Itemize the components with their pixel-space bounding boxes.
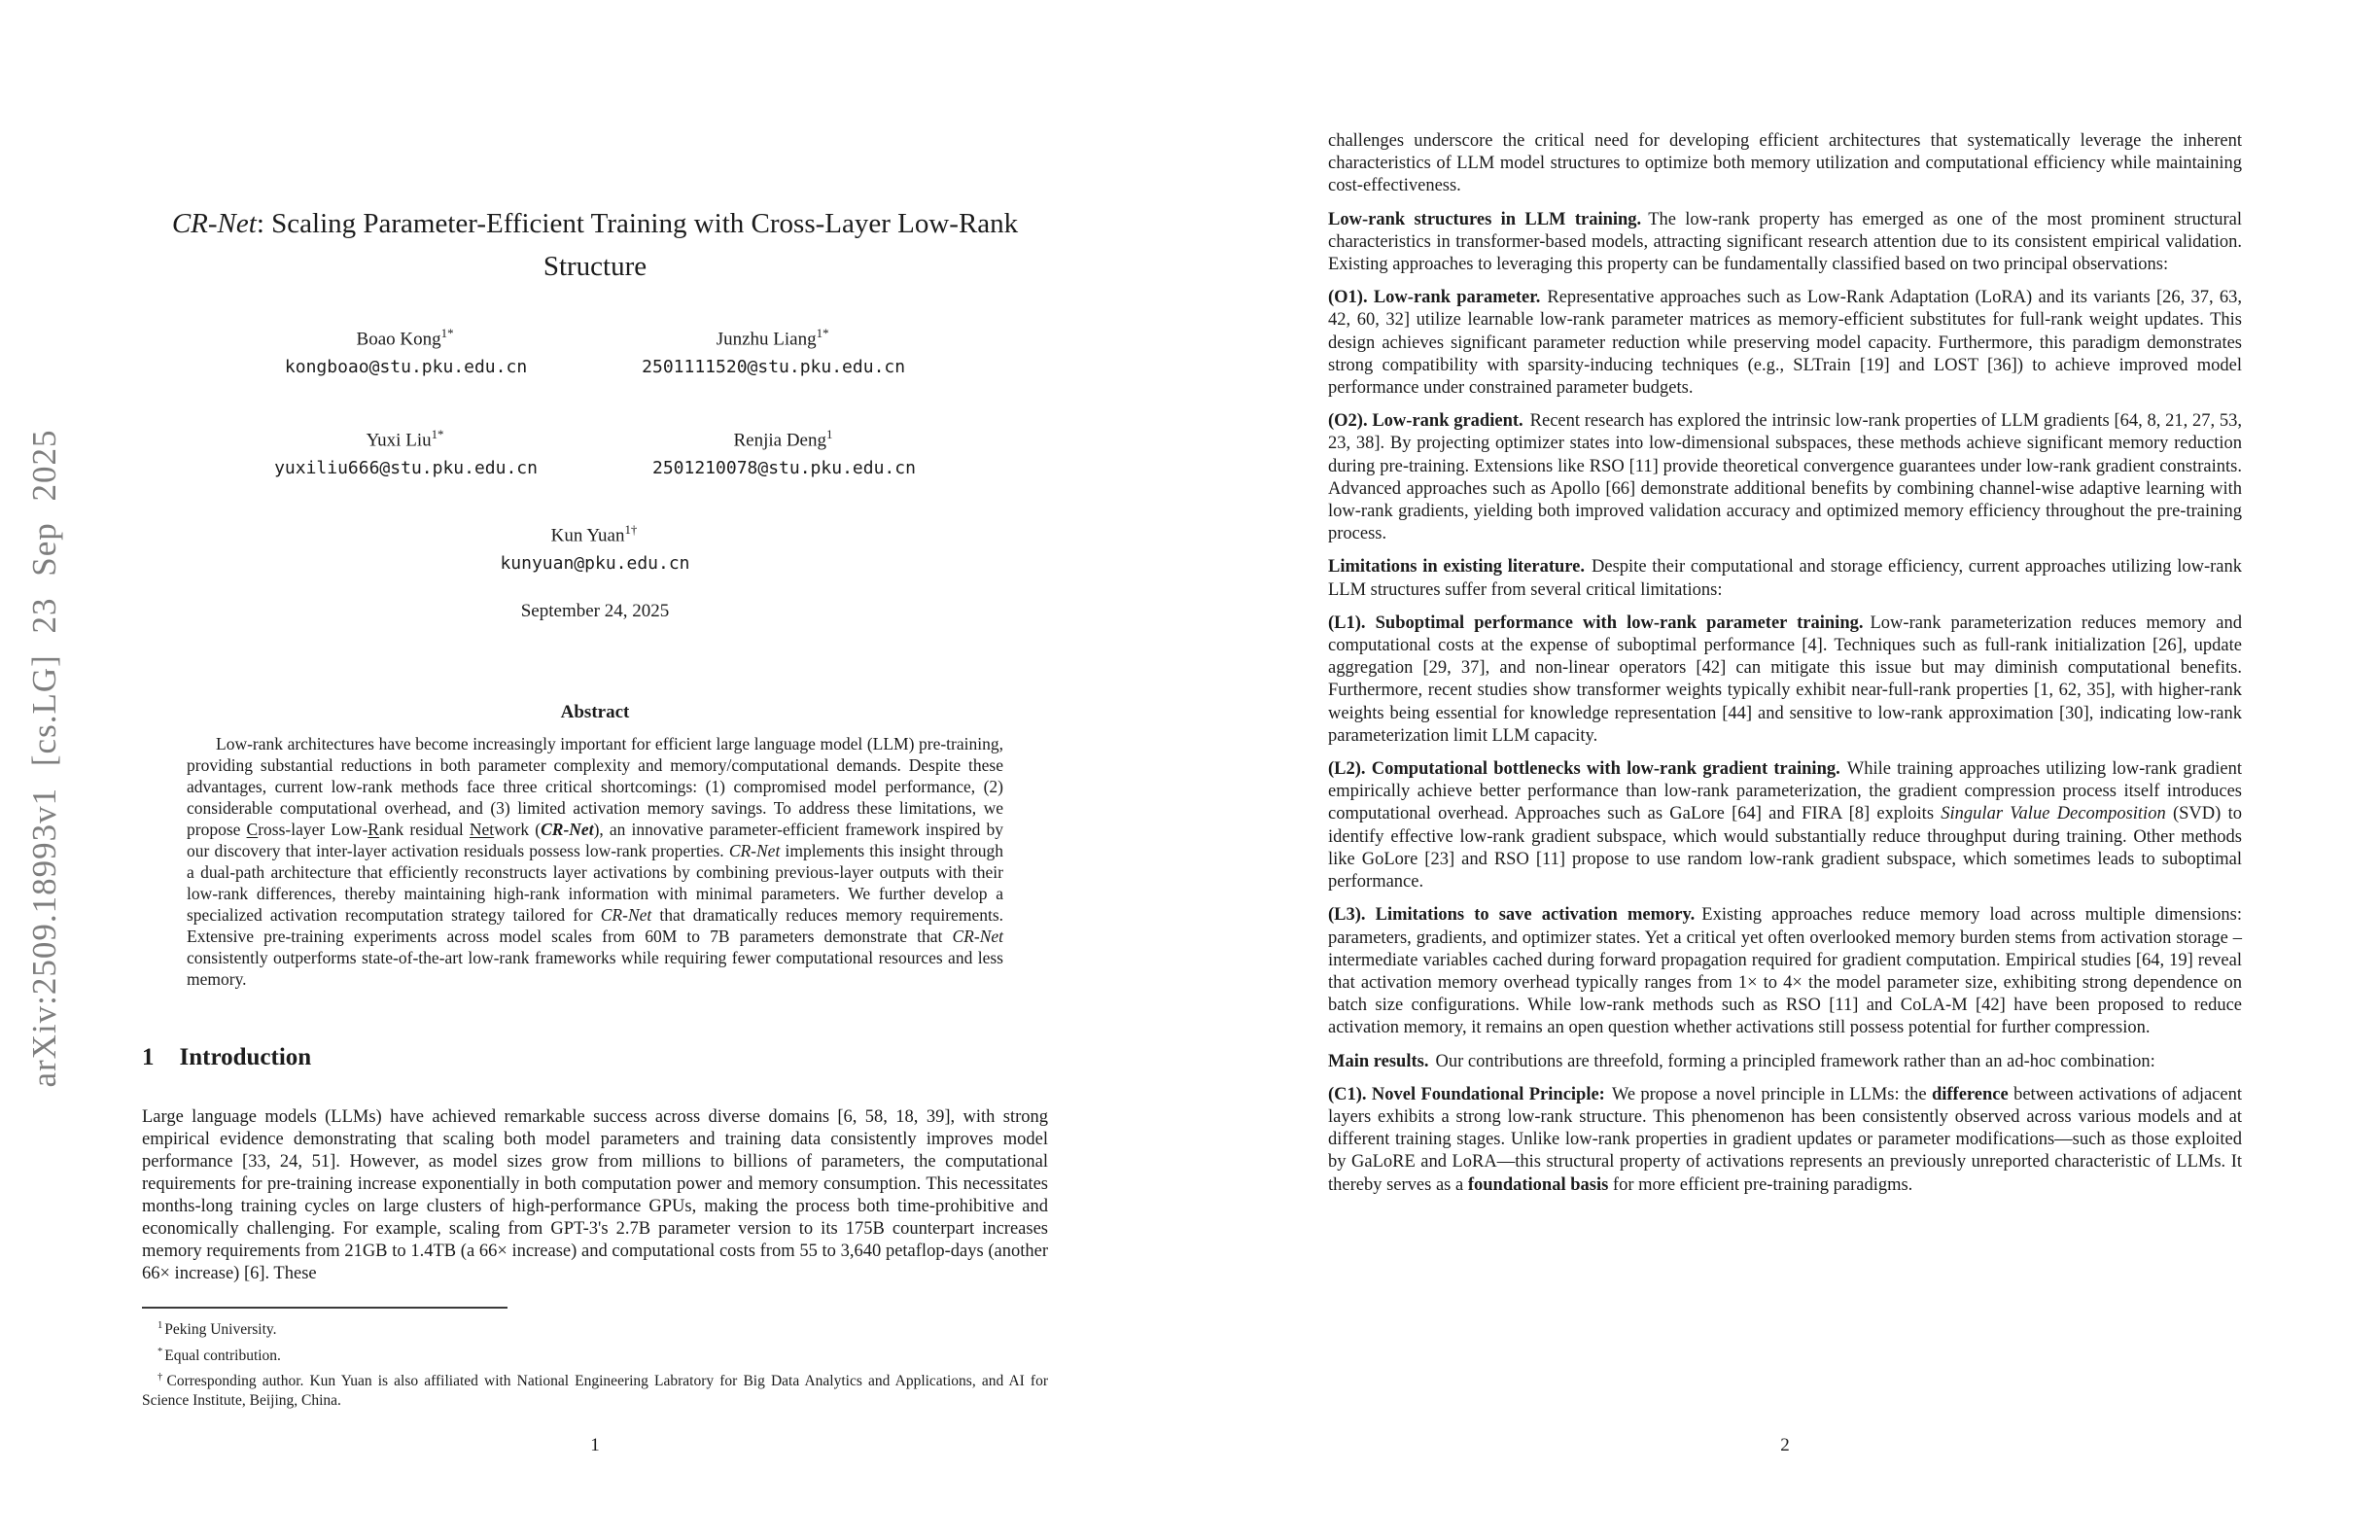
footnote-rule: [142, 1307, 508, 1309]
author-block: [642, 323, 905, 377]
author-name: [500, 519, 689, 546]
body-paragraph: (O2). Low-rank gradient. Recent research has explored the intrinsic low-rank properties of LLM gradients [64, 8, 21, 27, 53, 23, 38]. By projecting optimizer states into low-dimensional subspaces, these methods achieve significant memory reduction during pre-training. Extensions like RSO [11] provide theoretical convergence guarantees under low-rank gradient constraints. Advanced approaches such as Apollo [66] demonstrate additional benefits by combining channel-wise adaptive learning with low-rank gradients, yielding both improved validation accuracy and optimized memory efficiency throughout the pre-training process.: [1328, 411, 2242, 544]
author-name: [285, 323, 527, 350]
author-affiliation-mark: 1*: [431, 427, 444, 441]
footnote: † Corresponding author. Kun Yuan is also affiliated with National Engineering Labratory for Big Data Analytics and Applications, and AI for Science Institute, Beijing, China.: [142, 1372, 1049, 1409]
author-email: kunyuan@pku.edu.cn: [500, 553, 690, 575]
intro-paragraph: Large language models (LLMs) have achieved remarkable success across diverse domains [6, 58, 18, 39], with strong empirical evidence demonstrating that scaling both model parameters and training data consistently improves model performance [33, 24, 51]. However, as model sizes grow from millions to billions of parameters, the computational requirements for pre-training increase exponentially in both computation power and memory consumption. This necessitates months-long training cycles on large clusters of high-performance GPUs, making the process both time-prohibitive and economically challenging. For example, scaling from GPT-3's 2.7B parameter version to its 175B counterpart increases memory requirements from 21GB to 1.4TB (a 66× increase) and computational costs from 55 to 3,640 petaflop-days (another 66× increase) [6]. These: [142, 1107, 1048, 1283]
page-1: [142, 0, 1048, 1540]
body-paragraph: Main results. Our contributions are threefold, forming a principled framework rather than an ad-hoc combination:: [1328, 1051, 2155, 1071]
publication-date: September 24, 2025: [520, 601, 670, 621]
author-name-text: Boao Kong: [356, 329, 441, 350]
footnote: $^1$ Peking University.: [158, 1320, 277, 1339]
author-affiliation-mark: 1*: [440, 326, 454, 340]
page-number-2: 2: [1780, 1435, 1790, 1455]
author-block: [500, 519, 689, 574]
abstract-heading: Abstract: [560, 702, 630, 722]
section-title: Introduction: [179, 1044, 312, 1070]
author-email: 2501210078@stu.pku.edu.cn: [652, 458, 916, 479]
author-block: [274, 424, 538, 478]
author-name: [642, 323, 905, 350]
authors-row-3: [142, 519, 1048, 574]
author-affiliation-mark: 1*: [816, 326, 829, 340]
author-name-text: Yuxi Liu: [366, 430, 432, 451]
author-name-text: Renjia Deng: [733, 430, 826, 451]
authors-row-1: [142, 323, 1048, 377]
page-number-1: 1: [590, 1435, 600, 1455]
section-number: 1: [142, 1044, 155, 1070]
author-affiliation-mark: 1†: [624, 522, 638, 537]
page2-body: [1328, 130, 2242, 1208]
body-paragraph: (C1). Novel Foundational Principle: We propose a novel principle in LLMs: the difference between activations of adjacent layers exhibits a strong low-rank structure. This phenomenon has been consistently observed across various models and at different training stages. Unlike low-rank properties in gradient updates or parameter modifications—such as those exploited by GaLoRE and LoRA—this structural property of activations represents an previously unreported characteristic of LLMs. It thereby serves as a foundational basis for more efficient pre-training paradigms.: [1328, 1084, 2242, 1195]
authors-row-2: [142, 424, 1048, 478]
page-2: [1328, 0, 2242, 1540]
arxiv-stamp: arXiv:2509.18993v1 [cs.LG] 23 Sep 2025: [25, 429, 63, 1088]
body-paragraph: Low-rank structures in LLM training. The low-rank property has emerged as one of the most prominent structural characteristics in transformer-based models, attracting significant research attention due to its consistent empirical validation. Existing approaches to leveraging this property can be fundamentally classified based on two principal observations:: [1328, 209, 2242, 275]
footnote: * Equal contribution.: [158, 1346, 281, 1364]
body-paragraph: (L2). Computational bottlenecks with low-rank gradient training. While training approaches utilizing low-rank gradient empirically achieve better performance than low-rank parameterization, the gradient compression process itself introduces computational overhead. Approaches such as GaLore [64] and FIRA [8] exploits Singular Value Decomposition (SVD) to identify effective low-rank gradient subspace, which would substantially reduce throughput during training. Other methods like GoLore [23] and RSO [11] propose to use random low-rank gradient subspace, which sometimes leads to suboptimal performance.: [1328, 759, 2242, 892]
author-name-text: Kun Yuan: [550, 525, 625, 546]
author-name: [274, 424, 538, 451]
author-affiliation-mark: 1: [826, 427, 833, 441]
body-paragraph: (L3). Limitations to save activation memory. Existing approaches reduce memory load across multiple dimensions: parameters, gradients, and optimizer states. Yet a critical yet often overlooked memory burden stems from activation storage – intermediate variables cached during forward propagation required for gradient computation. Empirical studies [64, 19] reveal that activation memory overhead typically ranges from 1× to 4× the model parameter size, exhibiting strong dependence on batch size configurations. While low-rank methods such as RSO [11] and CoLA-M [42] have been proposed to reduce activation memory, it remains an open question whether activations still possess potential for further compression.: [1328, 905, 2242, 1038]
footnotes: [142, 1307, 1048, 1413]
body-paragraph: (O1). Low-rank parameter. Representative approaches such as Low-Rank Adaptation (LoRA) and its variants [26, 37, 63, 42, 60, 32] utilize learnable low-rank parameter matrices as memory-efficient substitutes for full-rank weight updates. This design achieves significant parameter reduction while preserving model capacity. Furthermore, this paradigm demonstrates strong compatibility with sparsity-inducing techniques (e.g., SLTrain [19] and LOST [36]) to achieve improved model performance under constrained parameter budgets.: [1328, 288, 2242, 399]
author-block: [285, 323, 527, 377]
author-email: kongboao@stu.pku.edu.cn: [284, 357, 528, 378]
author-block: [652, 424, 916, 478]
paper-title: CR-Net: Scaling Parameter-Efficient Training with Cross-Layer Low-Rank Structure: [171, 208, 1019, 282]
body-paragraph: Limitations in existing literature. Despite their computational and storage efficiency, current approaches utilizing low-rank LLM structures suffer from several critical limitations:: [1328, 557, 2243, 600]
section-1-heading: [142, 1044, 311, 1071]
body-paragraph: (L1). Suboptimal performance with low-rank parameter training. Low-rank parameterization reduces memory and computational costs at the expense of suboptimal performance [4]. Techniques such as full-rank initialization [26], update aggregation [29, 37], and non-linear operators [42] can mitigate this issue but may diminish computational benefits. Furthermore, recent studies show transformer weights typically exhibit near-full-rank properties [1, 62, 35], with higher-rank weights being essential for knowledge representation [44] and sensitive to low-rank approximation [30], indicating low-rank parameterization limit LLM capacity.: [1328, 612, 2242, 746]
abstract-body: Low-rank architectures have become increasingly important for efficient large language model (LLM) pre-training, providing substantial reductions in both parameter complexity and memory/computational demands. Despite these advantages, current low-rank methods face three critical shortcomings: (1) compromised model performance, (2) considerable computational overhead, and (3) limited activation memory savings. To address these limitations, we propose Cross-layer Low-Rank residual Network (CR-Net), an innovative parameter-efficient framework inspired by our discovery that inter-layer activation residuals possess low-rank properties. CR-Net implements this insight through a dual-path architecture that efficiently reconstructs layer activations by combining previous-layer outputs with their low-rank differences, thereby maintaining high-rank information with minimal parameters. We further develop a specialized activation recomputation strategy tailored for CR-Net that dramatically reduces memory requirements. Extensive pre-training experiments across model scales from 60M to 7B parameters demonstrate that CR-Net consistently outperforms state-of-the-art low-rank frameworks while requiring fewer computational resources and less memory.: [187, 734, 1004, 989]
author-email: yuxiliu666@stu.pku.edu.cn: [274, 458, 538, 479]
author-name-text: Junzhu Liang: [716, 329, 817, 350]
body-paragraph: challenges underscore the critical need for developing efficient architectures that systematically leverage the inherent characteristics of LLM model structures to optimize both memory utilization and computational efficiency while maintaining cost-effectiveness.: [1328, 131, 2242, 196]
author-name: [652, 424, 916, 451]
author-email: 2501111520@stu.pku.edu.cn: [642, 357, 906, 378]
footnote-list: [142, 1316, 1048, 1410]
